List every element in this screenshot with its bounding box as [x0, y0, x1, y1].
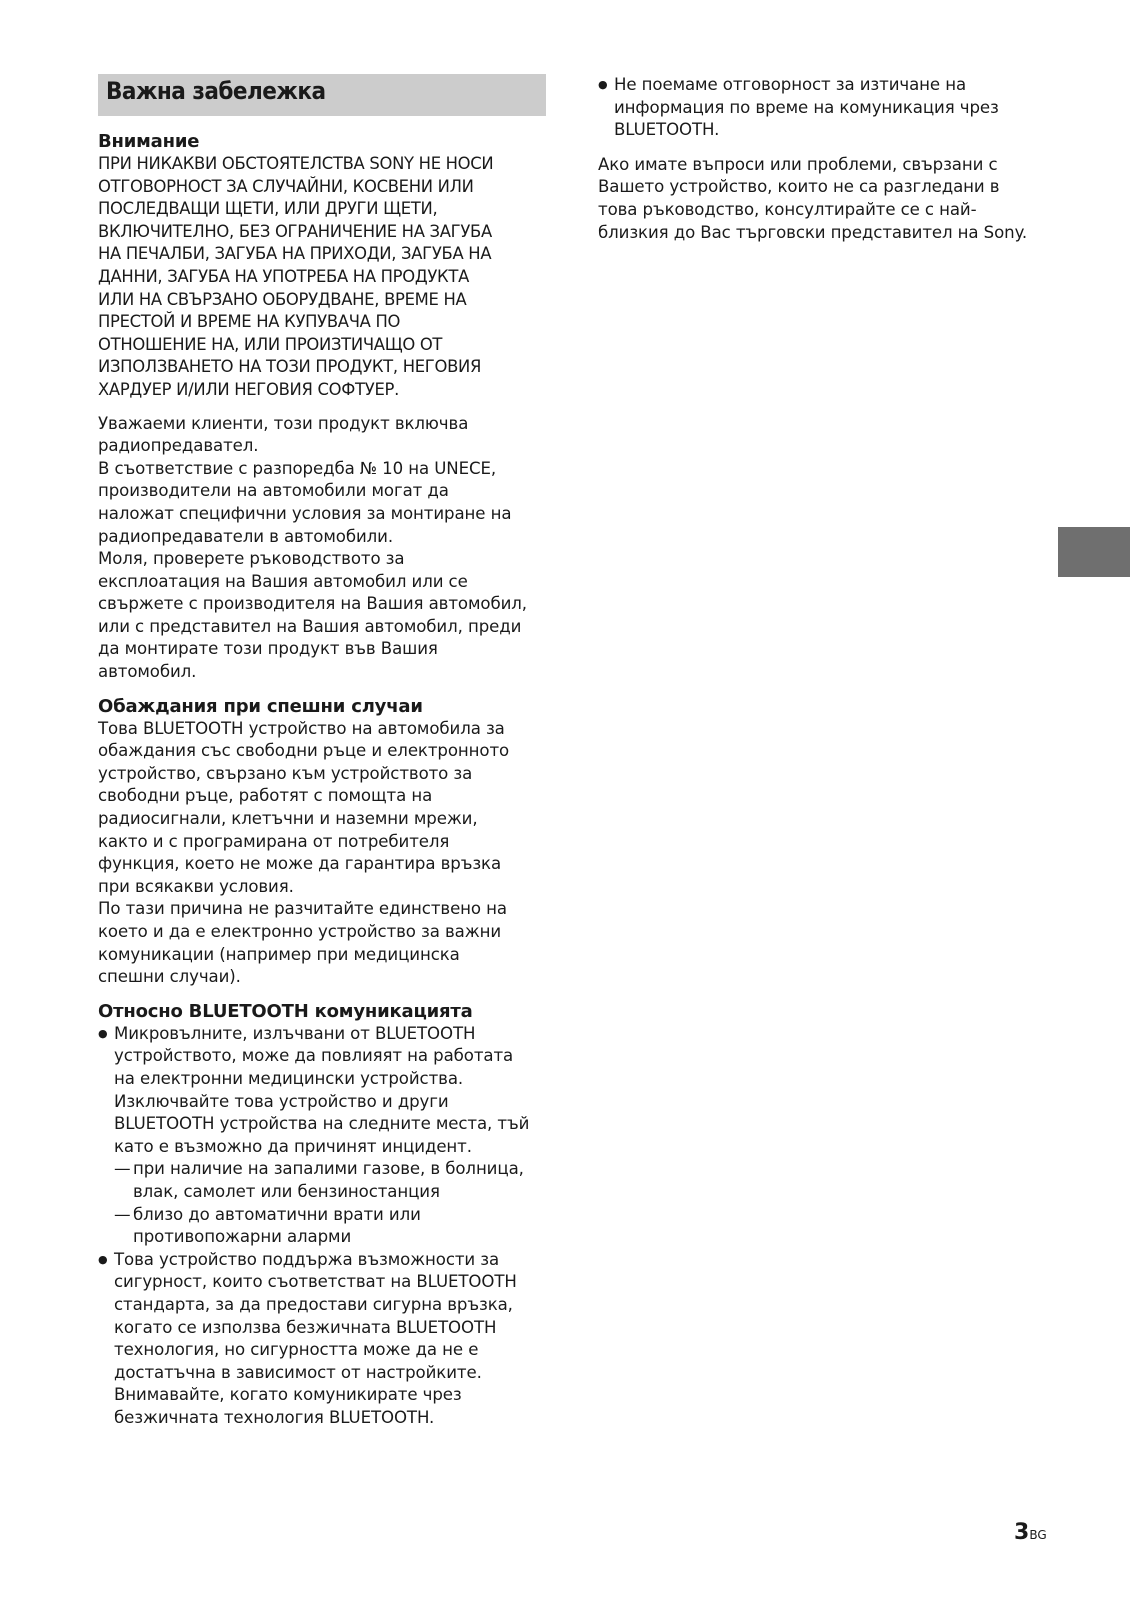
right-column [598, 74, 1048, 255]
page-title: Важна забележка [106, 77, 326, 105]
page-number [1014, 1520, 1047, 1545]
section-tab [1058, 527, 1130, 577]
bluetooth-list [98, 1023, 546, 1430]
customers-text: Уважаеми клиенти, този продукт включва радиопредавател. В съответствие с разпоредба № 10 на UNECE, производители на автомобили могат да наложат специфични условия за монтиране на радиопредаватели в автомобили. Моля, проверете ръководството за експлоатация на Вашия автомобил или се свържете с производителя на Вашия автомобил, или с представител на Вашия автомобил, преди да монтирате този продукт във Вашия автомобил. [98, 413, 527, 682]
page-number-value: 3 [1014, 1520, 1030, 1545]
bluetooth-heading: Относно BLUETOOTH комуникацията [98, 1000, 473, 1022]
list-item: ● Не поемаме отговорност за изтичане на информация по време на комуникация чрез BLUETOOTH. [598, 74, 1048, 142]
left-column [98, 74, 546, 1441]
list-item: ● Това устройство поддържа възможности за сигурност, които съответстват на BLUETOOTH стандарта, за да предостави сигурна връзка, когато се използва безжичната BLUETOOTH технология, но сигурността може да не е достатъчна в зависимост от настройките. Внимавайте, когато комуникирате чрез безжичната технология BLUETOOTH. [98, 1249, 546, 1430]
bluetooth-list-continued [598, 74, 1048, 142]
emergency-heading: Обаждания при спешни случаи [98, 695, 423, 717]
questions-text: Ако имате въпроси или проблеми, свързани с Вашето устройство, които не са разгледани в това ръководство, консултирайте се с най- близкия до Вас търговски представител на Sony. [598, 154, 1028, 242]
caution-heading: Внимание [98, 131, 200, 152]
section-title-bar [98, 74, 546, 116]
sub-list-item: — при наличие на запалими газове, в болница, влак, самолет или бензиностанция [98, 1158, 546, 1203]
sub-list-item: — близо до автоматични врати или противопожарни аларми [98, 1204, 546, 1249]
page-number-suffix: BG [1029, 1528, 1047, 1542]
list-item: ● Микровълните, излъчвани от BLUETOOTH устройството, може да повлияят на работата на електронни медицински устройства. Изключвайте това устройство и други BLUETOOTH устройства на следните места, тъй като е възможно да причинят инцидент. [98, 1023, 546, 1159]
emergency-text: Това BLUETOOTH устройство на автомобила за обаждания със свободни ръце и електронното устройство, свързано към устройството за свободни ръце, работят с помощта на радиосигнали, клетъчни и наземни мрежи, както и с програмирана от потребителя функция, което не може да гарантира връзка при всякакви условия. По тази причина не разчитайте единствено на което и да е електронно устройство за важни комуникации (например при медицинска спешни случаи). [98, 718, 510, 987]
caution-text: ПРИ НИКАКВИ ОБСТОЯТЕЛСТВА SONY НЕ НОСИ ОТГОВОРНОСТ ЗА СЛУЧАЙНИ, КОСВЕНИ ИЛИ ПОСЛЕДВАЩИ ЩЕТИ, ИЛИ ДРУГИ ЩЕТИ, ВКЛЮЧИТЕЛНО, БЕЗ ОГРАНИЧЕНИЕ НА ЗАГУБА НА ПЕЧАЛБИ, ЗАГУБА НА ПРИХОДИ, ЗАГУБА НА ДАННИ, ЗАГУБА НА УПОТРЕБА НА ПРОДУКТА ИЛИ НА СВЪРЗАНО ОБОРУДВАНЕ, ВРЕМЕ НА ПРЕСТОЙ И ВРЕМЕ НА КУПУВАЧА ПО ОТНОШЕНИЕ НА, ИЛИ ПРОИЗТИЧАЩО ОТ ИЗПОЛЗВАНЕТО НА ТОЗИ ПРОДУКТ, НЕГОВИЯ ХАРДУЕР И/ИЛИ НЕГОВИЯ СОФТУЕР. [98, 154, 494, 399]
